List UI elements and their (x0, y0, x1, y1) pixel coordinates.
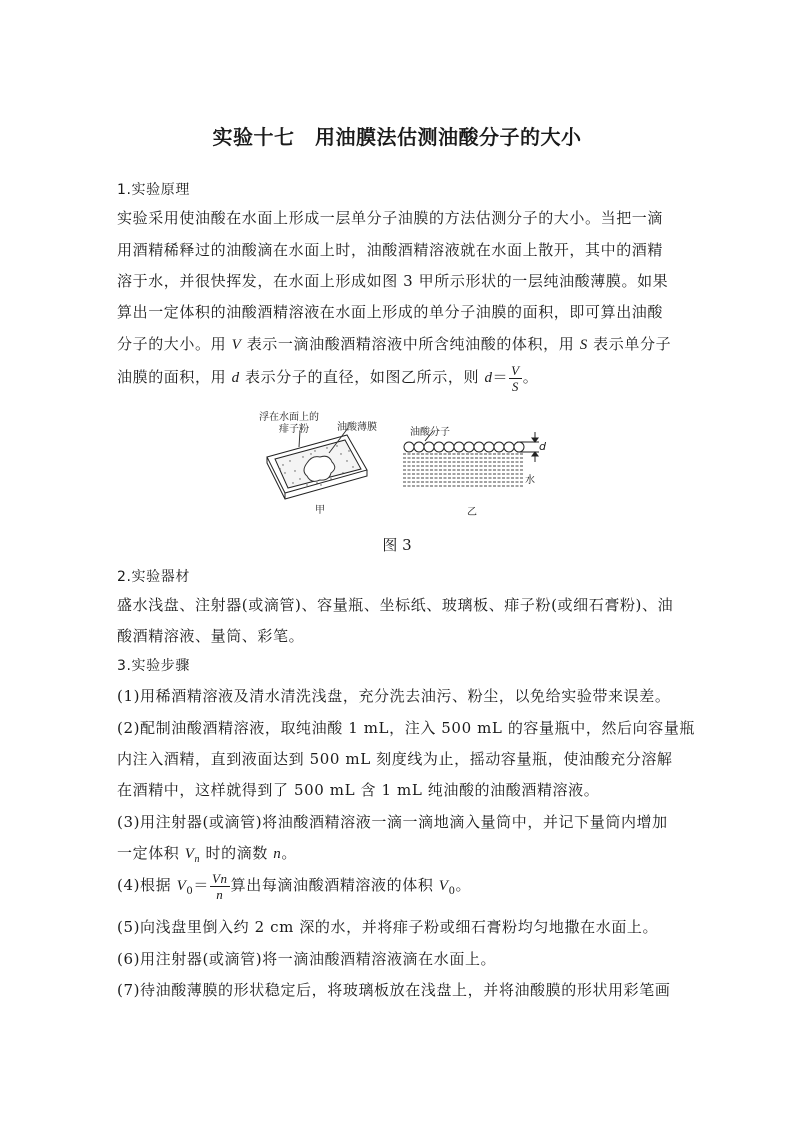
principle-line-6 (117, 362, 682, 394)
principle-line-1: 实验采用使油酸在水面上形成一层单分子油膜的方法估测分子的大小。当把一滴 (117, 209, 664, 227)
shallow-tray-illustration (267, 428, 367, 499)
formula-fraction (509, 363, 522, 394)
symbol-v: V (438, 878, 449, 894)
label-water: 水 (525, 475, 535, 486)
step-2-line-3: 在酒精中，这样就得到了 500 mL 含 1 mL 纯油酸的油酸酒精溶液。 (117, 781, 600, 799)
symbol-v: V (184, 846, 195, 862)
label-yi: 乙 (467, 507, 477, 518)
label-diameter-d: d (539, 440, 546, 453)
symbol-n: n (273, 846, 282, 862)
text-segment: 表示单分子 (587, 335, 672, 353)
label-oleic-molecule: 油酸分子 (410, 427, 450, 438)
label-floating-powder-2: 痱子粉 (279, 424, 309, 435)
monolayer-illustration (403, 431, 539, 486)
fraction-numerator: Vn (211, 870, 228, 886)
principle-line-3: 溶于水，并很快挥发，在水面上形成如图 3 甲所示形状的一层纯油酸薄膜。如果 (117, 272, 669, 290)
step-3-line-2 (117, 843, 682, 870)
text-segment: 分子的大小。用 (117, 335, 232, 353)
text-segment: 。 (522, 368, 539, 386)
step-2-line-2: 内注入酒精，直到液面达到 500 mL 刻度线为止，摇动容量瓶，使油酸充分溶解 (117, 750, 673, 768)
section-heading-principle: 1.实验原理 (117, 182, 190, 198)
principle-line-4: 算出一定体积的油酸酒精溶液在水面上形成的单分子油膜的面积，即可算出油酸 (117, 303, 664, 321)
text-segment: 一定体积 (117, 844, 185, 862)
text-segment: 表示分子的直径，如图乙所示，则 (239, 368, 485, 386)
fraction-numerator: V (511, 362, 520, 378)
subscript-n: n (194, 854, 201, 865)
step-6: (6)用注射器(或滴管)将一滴油酸酒精溶液滴在水面上。 (117, 950, 497, 968)
section-heading-steps: 3.实验步骤 (117, 658, 190, 674)
equals-sign: ＝ (193, 876, 209, 894)
symbol-d: d (484, 370, 493, 386)
symbol-d: d (231, 370, 240, 386)
page-title: 实验十七 用油膜法估测油酸分子的大小 (212, 125, 582, 149)
text-segment: 油膜的面积，用 (117, 368, 232, 386)
text-segment: 。 (455, 876, 472, 894)
symbol-s: S (579, 337, 588, 353)
step-7: (7)待油酸薄膜的形状稳定后，将玻璃板放在浅盘上，并将油酸膜的形状用彩笔画 (117, 981, 671, 999)
label-floating-powder: 浮在水面上的 (259, 412, 319, 423)
formula-fraction (210, 871, 230, 902)
text-segment: 表示一滴油酸酒精溶液中所含纯油酸的体积，用 (241, 335, 580, 353)
step-2-line-1: (2)配制油酸酒精溶液，取纯油酸 1 mL，注入 500 mL 的容量瓶中，然后向容量瓶 (117, 719, 696, 737)
equipment-line-2: 酸酒精溶液、量筒、彩笔。 (117, 627, 305, 645)
text-segment: 。 (281, 844, 298, 862)
step-3-line-1: (3)用注射器(或滴管)将油酸酒精溶液一滴一滴地滴入量筒中，并记下量筒内增加 (117, 813, 668, 831)
equipment-line-1: 盛水浅盘、注射器(或滴管)、容量瓶、坐标纸、玻璃板、痱子粉(或细石膏粉)、油 (117, 596, 674, 614)
subscript-0: 0 (186, 886, 194, 897)
text-segment: 时的滴数 (200, 844, 274, 862)
principle-line-5 (117, 334, 682, 355)
fraction-denominator: S (511, 378, 519, 394)
step-5: (5)向浅盘里倒入约 2 cm 深的水，并将痱子粉或细石膏粉均匀地撒在水面上。 (117, 918, 659, 936)
label-jia: 甲 (315, 505, 325, 516)
text-segment: (4)根据 (117, 876, 177, 894)
principle-line-2: 用酒精稀释过的油酸滴在水面上时，油酸酒精溶液就在水面上散开，其中的酒精 (117, 241, 664, 259)
equals-sign: ＝ (492, 368, 509, 386)
symbol-v: V (176, 878, 187, 894)
figure-3 (255, 405, 555, 517)
subscript-0: 0 (448, 886, 456, 897)
step-4 (117, 870, 682, 907)
text-segment: 算出每滴油酸酒精溶液的体积 (230, 876, 439, 894)
fraction-denominator: n (216, 886, 224, 902)
figure-caption: 图 3 (382, 536, 412, 554)
step-1: (1)用稀酒精溶液及清水清洗浅盘，充分洗去油污、粉尘，以免给实验带来误差。 (117, 687, 671, 705)
symbol-v: V (231, 337, 242, 353)
water-hatching (403, 454, 523, 486)
label-oleic-film: 油酸薄膜 (337, 422, 377, 433)
section-heading-equipment: 2.实验器材 (117, 569, 190, 585)
